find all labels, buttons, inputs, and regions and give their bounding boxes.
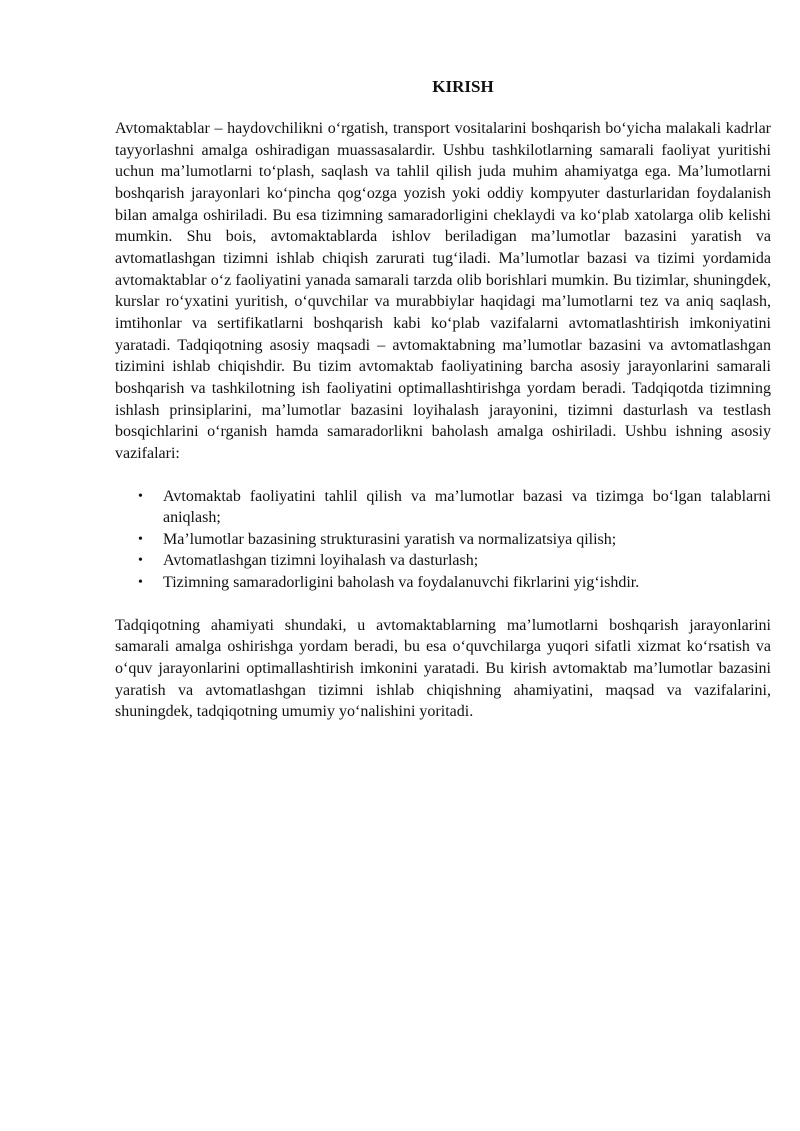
list-item bbox=[115, 529, 771, 551]
list-item-text: Maʼlumotlar bazasining strukturasini yaratish va normalizatsiya qilish; bbox=[163, 530, 617, 548]
document-page bbox=[115, 76, 771, 723]
list-item bbox=[115, 486, 771, 529]
list-item-text: Avtomaktab faoliyatini tahlil qilish va maʼlumotlar bazasi va tizimga boʻlgan talablarni aniqlash; bbox=[163, 487, 771, 527]
list-item-text: Avtomatlashgan tizimni loyihalash va dasturlash; bbox=[163, 552, 479, 570]
bullet-icon: • bbox=[138, 553, 143, 569]
list-item bbox=[115, 550, 771, 572]
page-title: KIRISH bbox=[432, 77, 494, 96]
intro-paragraph: Avtomaktablar – haydovchilikni oʻrgatish, transport vositalarini boshqarish boʻyicha malakali kadrlar tayyorlashni amalga oshiradigan muassasalardir. Ushbu tashkilotlarning samarali faoliyat yuritishi uchun maʼlumotlarni toʻplash, saqlash va tahlil qilish juda muhim ahamiyatga ega. Maʼlumotlarni boshqarish jarayonlari koʻpincha qogʻozga yozish yoki oddiy kompyuter dasturlaridan foydalanish bilan amalga oshiriladi. Bu esa tizimning samaradorligini cheklaydi va koʻplab xatolarga olib kelishi mumkin. Shu bois, avtomaktablarda ishlov beriladigan maʼlumotlar bazasini yaratish va avtomatlashgan tizimni ishlab chiqish zarurati tugʻiladi. Maʼlumotlar bazasi va tizimi yordamida avtomaktablar oʻz faoliyatini yanada samarali tarzda olib borishlari mumkin. Bu tizimlar, shuningdek, kurslar roʻyxatini yuritish, oʻquvchilar va murabbiylar haqidagi maʼlumotlarni tez va aniq saqlash, imtihonlar va sertifikatlarni boshqarish kabi koʻplab vazifalarni avtomatlashtirish imkoniyatini yaratadi. Tadqiqotning asosiy maqsadi – avtomaktabning maʼlumotlar bazasini va avtomatlashgan tizimini ishlab chiqishdir. Bu tizim avtomaktab faoliyatining barcha asosiy jarayonlarini samarali boshqarish va tashkilotning ish faoliyatini optimallashtirishga yordam beradi. Tadqiqotda tizimning ishlash prinsiplarini, maʼlumotlar bazasini loyihalash jarayonini, tizimni dasturlash va testlash bosqichlarini oʻrganish hamda samaradorlikni baholash amalga oshiriladi. Ushbu ishning asosiy vazifalari: bbox=[115, 120, 771, 462]
bullet-icon: • bbox=[138, 488, 143, 504]
bullet-icon: • bbox=[138, 575, 143, 591]
list-item-text: Tizimning samaradorligini baholash va foydalanuvchi fikrlarini yigʻishdir. bbox=[163, 574, 640, 592]
tasks-list bbox=[115, 486, 771, 594]
bullet-icon: • bbox=[138, 531, 143, 547]
conclusion-paragraph: Tadqiqotning ahamiyati shundaki, u avtomaktablarning maʼlumotlarni boshqarish jarayonlarini samarali amalga oshirishga yordam beradi, bu esa oʻquvchilarga yuqori sifatli xizmat koʻrsatish va oʻquv jarayonlarini optimallashtirish imkonini yaratadi. Bu kirish avtomaktab maʼlumotlar bazasini yaratish va avtomatlashgan tizimni ishlab chiqishning ahamiyatini, maqsad va vazifalarini, shuningdek, tadqiqotning umumiy yoʻnalishini yoritadi. bbox=[115, 616, 771, 721]
list-item bbox=[115, 572, 771, 594]
